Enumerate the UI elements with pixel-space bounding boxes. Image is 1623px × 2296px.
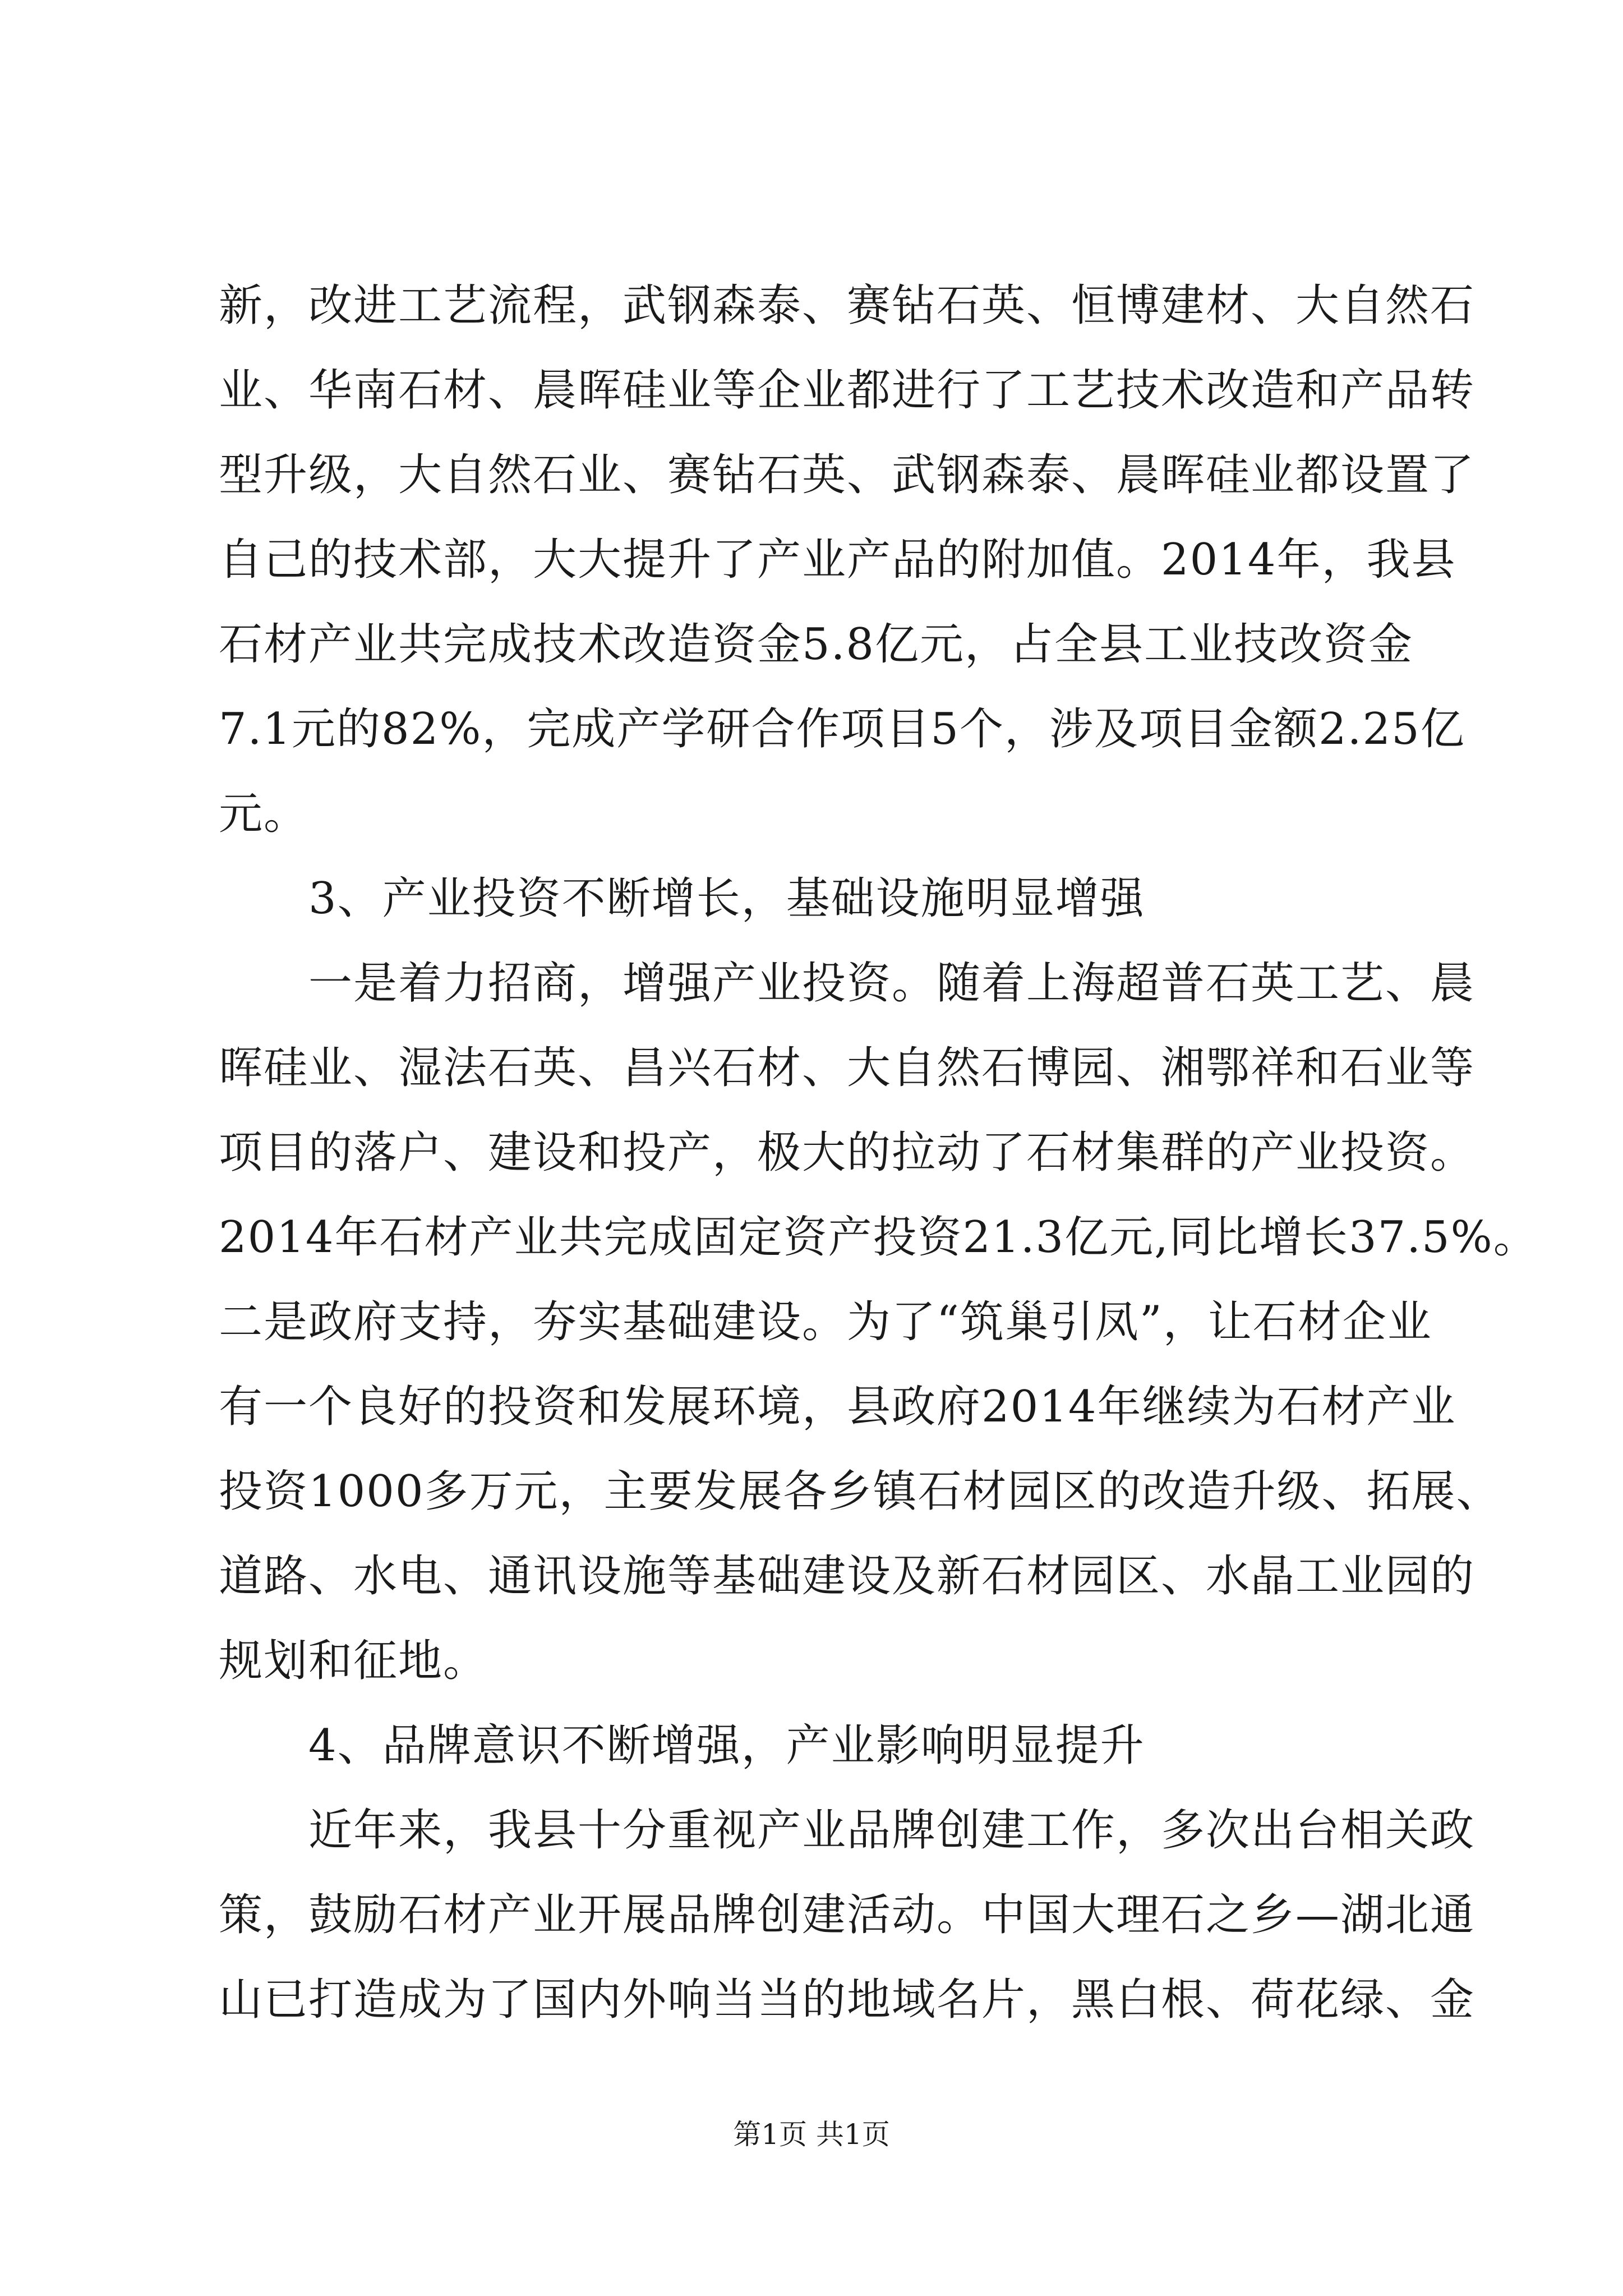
text-line: 近年来，我县十分重视产业品牌创建工作，多次出台相关政 [308, 1805, 1476, 1856]
text-line: 策，鼓励石材产业开展品牌创建活动。中国大理石之乡—湖北通 [219, 1890, 1476, 1940]
text-line: 山已打造成为了国内外响当当的地域名片，黑白根、荷花绿、金 [219, 1975, 1476, 2025]
text-line: 元。 [219, 789, 309, 839]
text-line: 石材产业共完成技术改造资金5.8亿元，占全县工业技改资金 [219, 619, 1414, 670]
text-line: 规划和征地。 [219, 1636, 488, 1686]
text-line: 投资1000多万元，主要发展各乡镇石材园区的改造升级、拓展、 [219, 1466, 1501, 1517]
page-footer: 第1页 共1页 [733, 2118, 890, 2151]
text-line: 型升级，大自然石业、赛钻石英、武钢森泰、晨晖硅业都设置了 [219, 450, 1476, 500]
text-line: 业、华南石材、晨晖硅业等企业都进行了工艺技术改造和产品转 [219, 365, 1476, 416]
section-heading: 4、品牌意识不断增强，产业影响明显提升 [308, 1720, 1145, 1771]
text-line: 7.1元的82%，完成产学研合作项目5个，涉及项目金额2.25亿 [219, 704, 1465, 754]
text-line: 道路、水电、通讯设施等基础建设及新石材园区、水晶工业园的 [219, 1551, 1476, 1602]
text-line: 新，改进工艺流程，武钢森泰、赛钻石英、恒博建材、大自然石 [219, 280, 1476, 331]
text-line: 项目的落户、建设和投产，极大的拉动了石材集群的产业投资。 [219, 1128, 1476, 1178]
section-heading: 3、产业投资不断增长，基础设施明显增强 [308, 873, 1145, 924]
text-line: 晖硅业、湿法石英、昌兴石材、大自然石博园、湘鄂祥和石业等 [219, 1043, 1476, 1093]
text-line: 二是政府支持，夯实基础建设。为了“筑巢引凤”，让石材企业 [219, 1297, 1432, 1347]
text-line: 2014年石材产业共完成固定资产投资21.3亿元,同比增长37.5%。 [219, 1212, 1538, 1263]
text-line: 一是着力招商，增强产业投资。随着上海超普石英工艺、晨 [308, 958, 1476, 1009]
text-line: 自己的技术部，大大提升了产业产品的附加值。2014年，我县 [219, 535, 1456, 585]
document-body [219, 264, 1538, 2042]
text-line: 有一个良好的投资和发展环境，县政府2014年继续为石材产业 [219, 1382, 1456, 1432]
